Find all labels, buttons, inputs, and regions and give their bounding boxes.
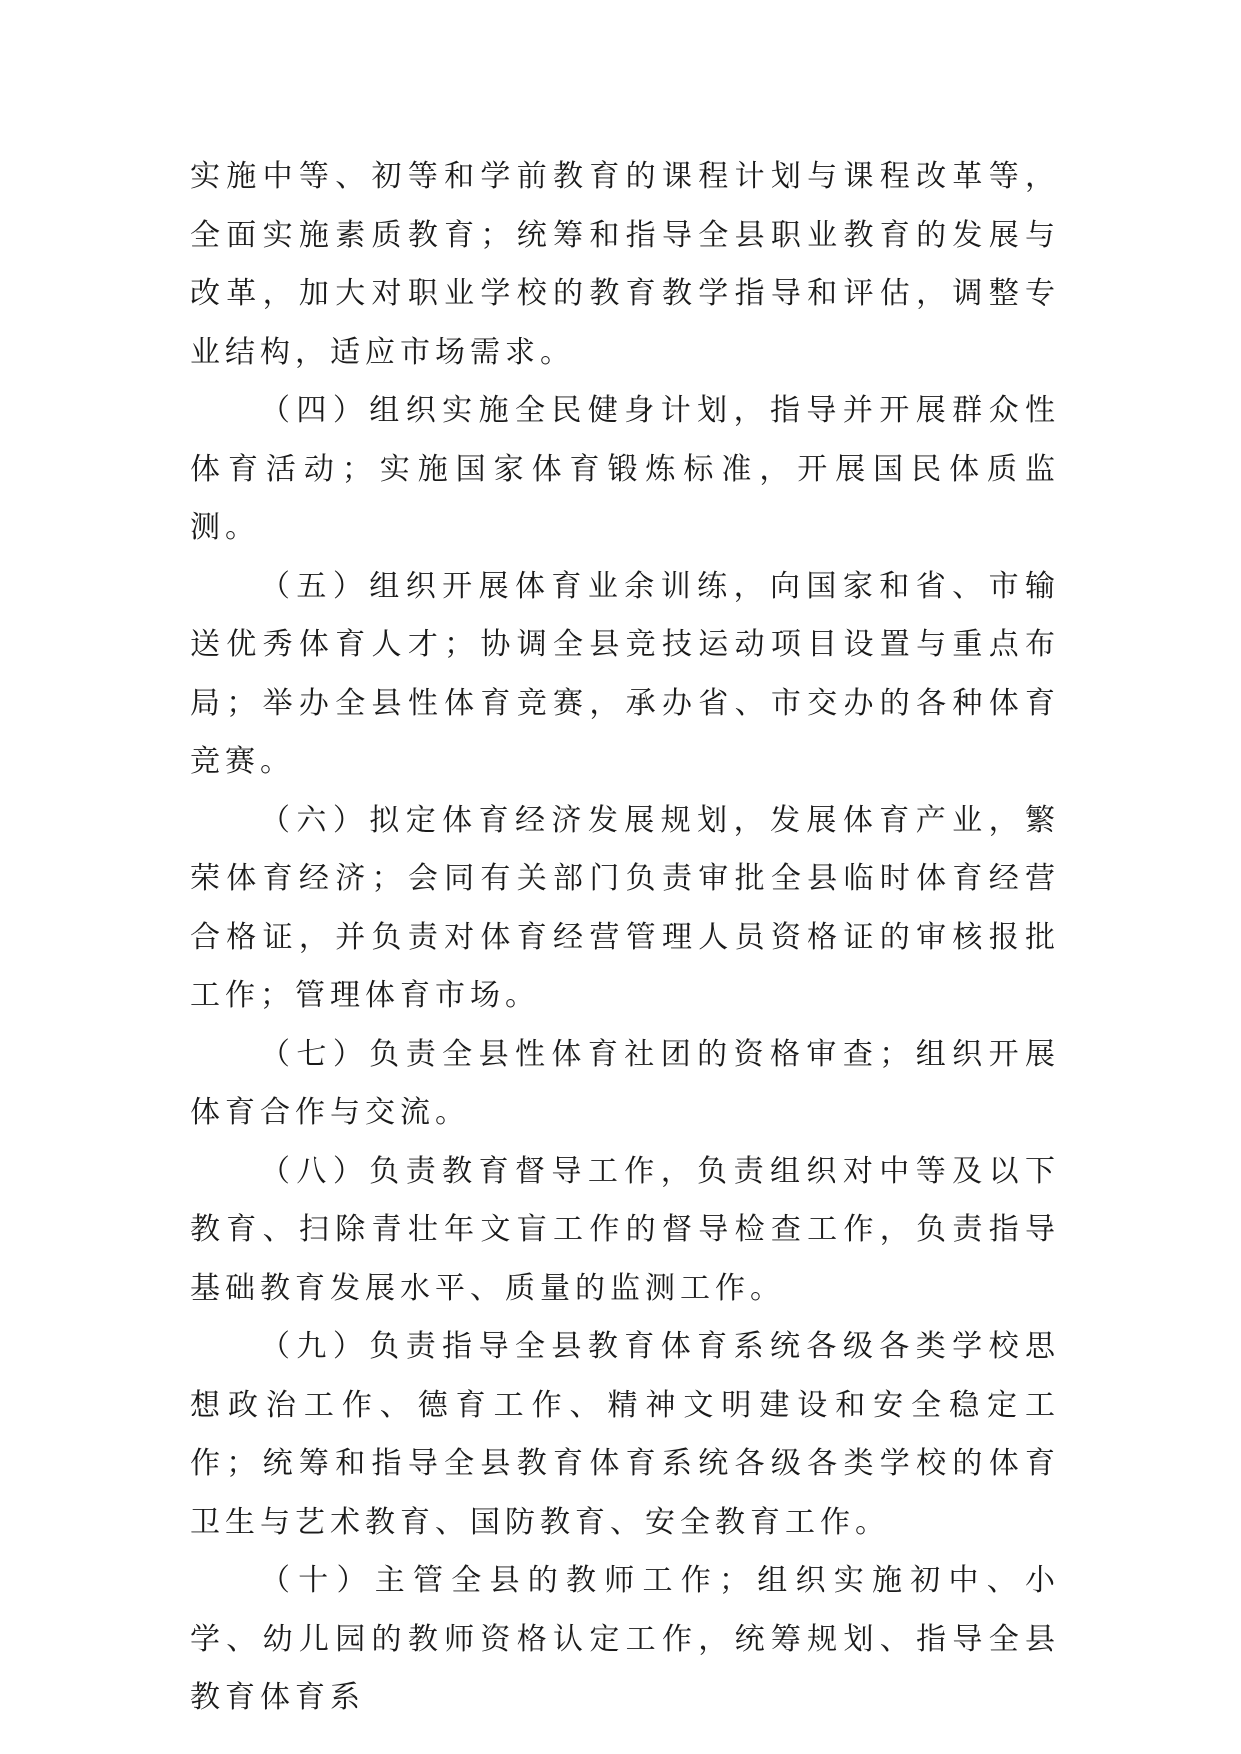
- paragraph-item-10: （十）主管全县的教师工作；组织实施初中、小学、幼儿园的教师资格认定工作，统筹规划、指导全县教育体育系: [190, 1563, 1060, 1715]
- paragraph-item-9: （九）负责指导全县教育体育系统各级各类学校思想政治工作、德育工作、精神文明建设和安全稳定工作；统筹和指导全县教育体育系统各级各类学校的体育卫生与艺术教育、国防教育、安全教育工作。: [190, 1329, 1060, 1540]
- paragraph-item-8: （八）负责教育督导工作，负责组织对中等及以下教育、扫除青壮年文盲工作的督导检查工作，负责指导基础教育发展水平、质量的监测工作。: [190, 1153, 1060, 1306]
- paragraph-continued: 实施中等、初等和学前教育的课程计划与课程改革等，全面实施素质教育；统筹和指导全县职业教育的发展与改革，加大对职业学校的教育教学指导和评估，调整专业结构，适应市场需求。: [190, 159, 1060, 370]
- document-body: [190, 148, 1060, 1728]
- paragraph-item-4: （四）组织实施全民健身计划，指导并开展群众性体育活动；实施国家体育锻炼标准，开展国民体质监测。: [190, 393, 1060, 545]
- paragraph-item-7: （七）负责全县性体育社团的资格审查；组织开展体育合作与交流。: [190, 1036, 1060, 1130]
- paragraph-item-6: （六）拟定体育经济发展规划，发展体育产业，繁荣体育经济；会同有关部门负责审批全县临时体育经营合格证，并负责对体育经营管理人员资格证的审核报批工作；管理体育市场。: [190, 802, 1060, 1013]
- paragraph-item-5: （五）组织开展体育业余训练，向国家和省、市输送优秀体育人才；协调全县竞技运动项目设置与重点布局；举办全县性体育竞赛，承办省、市交办的各种体育竞赛。: [190, 568, 1060, 779]
